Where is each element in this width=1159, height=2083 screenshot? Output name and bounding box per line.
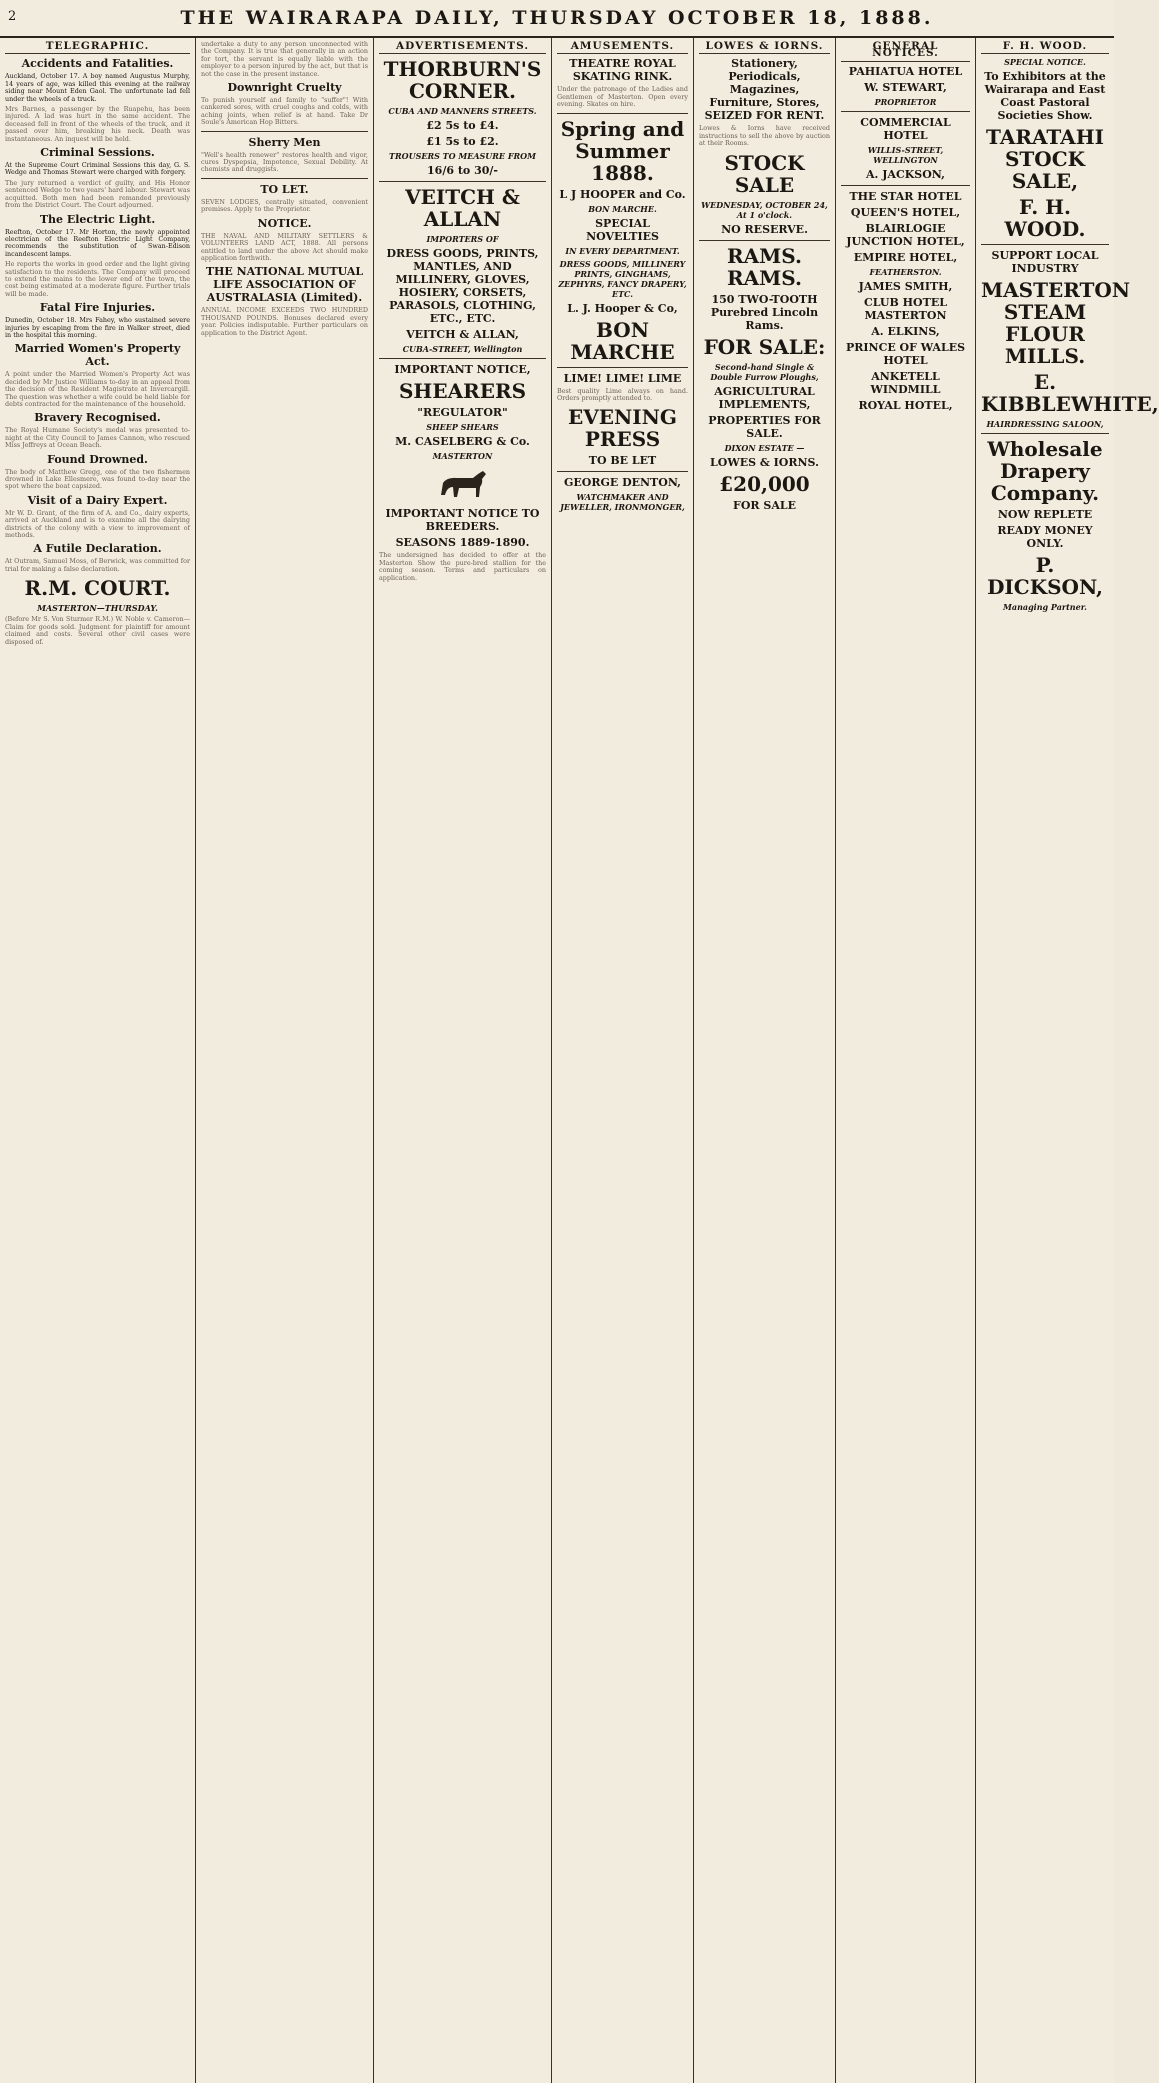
- column-lowes-iorns: [694, 38, 836, 2083]
- article: Dunedin, October 18. Mrs Fahey, who sustained severe injuries by escaping from the fire in Walker street, died in the hospital this morning.: [5, 316, 190, 339]
- advert-title: M. CASELBERG & Co.: [395, 435, 530, 449]
- article-filler: Mr W. D. Grant, of the firm of A. and Co., dairy experts, arrived at Auckland and is to examine all the dairying districts of the colony with a view to improvement of methods.: [5, 508, 190, 540]
- section-head: Criminal Sessions.: [40, 146, 155, 160]
- advert-subtitle: CUBA-STREET, Wellington: [402, 344, 523, 355]
- advert-title: A. ELKINS,: [871, 324, 940, 338]
- page-number: 2: [8, 9, 17, 24]
- advert-title: PAHIATUA HOTEL: [848, 64, 963, 78]
- advert-title: Spring and Summer 1888.: [560, 116, 685, 185]
- section-head: Visit of a Dairy Expert.: [27, 493, 168, 507]
- article-filler: A point under the Married Women's Property Act was decided by Mr Justice Williams to-day in an appeal from the decision of the Resident Magistrate at Invercargill. The question was whether a wife could be held liable for debts contracted for the maintenance of the household.: [5, 370, 190, 408]
- advert-title: MASTERTON STEAM FLOUR MILLS.: [981, 278, 1131, 369]
- advert-title: COMMERCIAL HOTEL: [860, 115, 951, 142]
- article-filler: He reports the works in good order and the light giving satisfaction to the residents. The Company will proceed to extend the mains to the lower end of the town, the cost being estimated at a moderate figure. Further trials will be made.: [5, 260, 190, 298]
- advert-subtitle: HAIRDRESSING SALOON,: [986, 419, 1104, 430]
- advert-title: SPECIAL NOVELTIES: [586, 216, 659, 243]
- advert-filler: SEVEN LODGES, centrally situated, convenient premises. Apply to the Proprietor.: [201, 197, 368, 214]
- section-head: Bravery Recognised.: [34, 411, 161, 425]
- advert-subtitle: Managing Partner.: [1003, 602, 1087, 613]
- advert-title: TO BE LET: [588, 454, 657, 468]
- article: Reefton, October 17. Mr Horton, the newly appointed electrician of the Reefton Electric Light Company, recommends the substitution of Swan-Edison incandescent lamps.: [5, 227, 190, 258]
- column-amusements: [552, 38, 694, 2083]
- column-advertisements: [374, 38, 552, 2083]
- article-filler: The body of Matthew Gregg, one of the two fishermen drowned in Lake Ellesmere, was found to-day near the spot where the boat capsized.: [5, 467, 190, 491]
- section-head: The Electric Light.: [39, 212, 156, 226]
- advert-subtitle: WILLIS-STREET, WELLINGTON: [867, 144, 944, 165]
- advert-title: To Exhibitors at the Wairarapa and East Coast Pastoral Societies Show.: [984, 70, 1106, 123]
- column-general-notices: [836, 38, 976, 2083]
- horse-icon: [433, 465, 493, 503]
- article-filler: At Outram, Samuel Moss, of Berwick, was committed for trial for making a false declaration.: [5, 557, 190, 573]
- advert-subtitle: IN EVERY DEPARTMENT.: [565, 245, 680, 256]
- advert-title: NOW REPLETE: [997, 508, 1093, 522]
- advert-subtitle: IMPORTERS OF: [426, 234, 499, 245]
- advert-subtitle: SPECIAL NOTICE.: [1004, 57, 1086, 68]
- advert-title: JAMES SMITH,: [858, 279, 953, 293]
- column-header: ADVERTISEMENTS.: [379, 41, 546, 54]
- column-header: TELEGRAPHIC.: [5, 41, 190, 54]
- advert-title: FOR SALE:: [703, 334, 826, 359]
- section-head: A Futile Declaration.: [33, 542, 162, 556]
- newspaper-title: THE WAIRARAPA DAILY, THURSDAY OCTOBER 18, 1888.: [180, 7, 934, 29]
- advert-filler: Best quality Lime always on hand. Orders promptly attended to.: [557, 386, 688, 403]
- advert-title: QUEEN'S HOTEL,: [850, 205, 961, 219]
- advert-title: RAMS. RAMS.: [727, 243, 802, 290]
- notice-heading: THE NATIONAL MUTUAL LIFE ASSOCIATION OF AUSTRALASIA (Limited).: [205, 265, 364, 305]
- goods-list: DRESS GOODS, PRINTS, MANTLES, AND MILLINERY, GLOVES, HOSIERY, CORSETS, PARASOLS, CLOTHING, ETC., ETC.: [386, 247, 539, 326]
- article-filler: Mrs Barnes, a passenger by the Ruapehu, has been injured. A lad was hurt in the same accident. The deceased fell in front of the wheels of the truck, and it passed over him, breaking his neck. Death was instantaneous. An inquest will be held.: [5, 105, 190, 143]
- advert-subtitle: CUBA AND MANNERS STREETS.: [388, 106, 537, 117]
- advert-title: CLUB HOTEL MASTERTON: [864, 295, 947, 322]
- advert-subtitle: FEATHERSTON.: [869, 266, 942, 277]
- section-head: Fatal Fire Injuries.: [39, 301, 156, 315]
- advert-subtitle: TROUSERS TO MEASURE FROM: [389, 151, 536, 162]
- advert-title: BON MARCHE: [570, 317, 675, 364]
- article-filler: The Royal Humane Society's medal was presented to-night at the City Council to James Cannon, who rescued Miss Jeffreys at Ocean Beach.: [5, 426, 190, 450]
- advert-title: THE STAR HOTEL: [849, 189, 962, 203]
- advert-title: READY MONEY ONLY.: [997, 524, 1093, 551]
- section-head: Downright Cruelty: [227, 81, 342, 95]
- advert-subtitle: Second-hand Single & Double Furrow Ploughs,: [710, 361, 819, 382]
- advert-title: L. J. Hooper & Co,: [567, 301, 678, 315]
- advert-title: A. JACKSON,: [866, 167, 945, 181]
- advert-title: FOR SALE: [733, 498, 796, 512]
- article-filler: "Well's health renewer" restores health and vigor, cures Dyspepsia, Impotence, Sexual Debility. At chemists and druggists.: [201, 150, 368, 174]
- advert-title: VEITCH & ALLAN,: [406, 328, 519, 342]
- advert-subtitle: WEDNESDAY, OCTOBER 24, At 1 o'clock.: [701, 199, 828, 220]
- court-heading: R.M. COURT.: [24, 576, 171, 601]
- advert-title: PRINCE OF WALES HOTEL: [845, 340, 966, 367]
- section-head: Accidents and Fatalities.: [21, 57, 174, 71]
- column-header: LOWES & IORNS.: [699, 41, 830, 54]
- advert-title: L J HOOPER and Co.: [559, 187, 686, 201]
- advert-subtitle: WATCHMAKER AND JEWELLER, IRONMONGER,: [560, 492, 685, 513]
- advert-title: TARATAHI STOCK SALE,: [986, 125, 1104, 194]
- advert-title: IMPORTANT NOTICE TO BREEDERS.: [385, 507, 540, 534]
- column-fh-wood: [976, 38, 1159, 2083]
- article-filler: The jury returned a verdict of guilty, and His Honor sentenced Wedge to two years' hard labour. Stewart was acquitted. Both men had been remanded previously from the District Court. The Court adjourned.: [5, 178, 190, 210]
- advert-title: STOCK SALE: [724, 150, 805, 197]
- price: £2 5s to £4.: [426, 119, 499, 133]
- advert-title: ANKETELL WINDMILL: [870, 369, 941, 396]
- court-place: MASTERTON—THURSDAY.: [37, 603, 158, 614]
- advert-title: "REGULATOR": [417, 406, 508, 420]
- columns: [0, 38, 1159, 2083]
- advert-filler: THE NAVAL AND MILITARY SETTLERS & VOLUNTEERS LAND ACT, 1888. All persons entitled to land under the above Act should make application forthwith.: [201, 231, 368, 262]
- article: Auckland, October 17. A boy named Augustus Murphy, 14 years of age, was killed this evening at the railway siding near Mount Eden Gaol. The unfortunate lad fell under the wheels of a truck.: [5, 72, 190, 103]
- price: £1 5s to £2.: [426, 135, 499, 149]
- column-telegraphic: [0, 38, 196, 2083]
- advert-title: £20,000: [719, 471, 810, 496]
- advert-filler: The undersigned has decided to offer at the Masterton Show the pure-bred stallion for the coming season. Terms and particulars on application.: [379, 551, 546, 582]
- advert-title: LIME! LIME! LIME: [563, 371, 682, 385]
- advert-title: THORBURN'S CORNER.: [383, 57, 542, 104]
- goods-list: DRESS GOODS, MILLINERY PRINTS, GINGHAMS, ZEPHYRS, FANCY DRAPERY, ETC.: [558, 258, 687, 299]
- advert-title: EVENING PRESS: [567, 405, 677, 452]
- column-header: F. H. WOOD.: [981, 41, 1109, 54]
- column-header: AMUSEMENTS.: [557, 41, 688, 54]
- article-filler: (Before Mr S. Von Sturmer R.M.) W. Noble v. Cameron—Claim for goods sold. Judgment for plaintiff for amount claimed and costs. Several other civil cases were disposed of.: [5, 615, 190, 646]
- advert-subtitle: BON MARCHE.: [588, 203, 657, 214]
- notice-heading: NOTICE.: [257, 216, 312, 230]
- advert-title: P. DICKSON,: [987, 553, 1103, 600]
- advert-title: NO RESERVE.: [721, 222, 808, 236]
- advert-subtitle: PROPRIETOR: [874, 96, 937, 107]
- section-head: Found Drowned.: [47, 452, 148, 466]
- advert-title: 150 TWO-TOOTH Purebred Lincoln Rams.: [710, 292, 819, 332]
- article: At the Supreme Court Criminal Sessions this day, G. S. Wedge and Thomas Stewart were charged with forgery.: [5, 161, 190, 177]
- advert-title: BLAIRLOGIE JUNCTION HOTEL,: [846, 221, 965, 248]
- advert-subtitle: SHEEP SHEARS: [426, 422, 499, 433]
- article-filler: To punish yourself and family to "suffer"! With cankered sores, with cruel coughs and colds, with aching joints, when relief is at hand. Take Dr Soule's American Hop Bitters.: [201, 96, 368, 127]
- advert-title: ROYAL HOTEL,: [858, 398, 953, 412]
- section-head: Sherry Men: [248, 135, 321, 149]
- notice-heading: TO LET.: [260, 182, 309, 196]
- advert-title: THEATRE ROYAL SKATING RINK.: [569, 57, 676, 84]
- advert-title: Stationery, Periodicals, Magazines, Furniture, Stores, SEIZED FOR RENT.: [704, 57, 825, 123]
- advert-title: E. KIBBLEWHITE,: [981, 370, 1159, 417]
- advert-title: W. STEWART,: [864, 80, 947, 94]
- advert-title: SUPPORT LOCAL INDUSTRY: [991, 249, 1099, 276]
- section-head: Married Women's Property Act.: [14, 342, 181, 369]
- column-header: GENERAL NOTICES.: [841, 41, 970, 62]
- price: 16/6 to 30/-: [427, 164, 498, 178]
- article-filler: undertake a duty to any person unconnected with the Company. It is true that generally in an action for tort, the servant is equally liable with the employer to a person injured by the act, but that is not the case in the present instance.: [201, 40, 368, 78]
- advert-title: Wholesale Drapery Company.: [987, 437, 1103, 506]
- advert-title: PROPERTIES FOR SALE.: [708, 413, 821, 440]
- advert-filler: ANNUAL INCOME EXCEEDS TWO HUNDRED THOUSAND POUNDS. Bonuses declared every year. Policies indisputable. Further particulars on application to the District Agent.: [201, 306, 368, 337]
- advert-subtitle: DIXON ESTATE —: [724, 442, 805, 453]
- advert-filler: Under the patronage of the Ladies and Gentlemen of Masterton. Open every evening. Skates on hire.: [557, 85, 688, 109]
- advert-filler: Lowes & Iorns have received instructions to sell the above by auction at their Rooms.: [699, 124, 830, 148]
- advert-title: LOWES & IORNS.: [710, 455, 819, 469]
- advert-title: F. H. WOOD.: [1004, 195, 1086, 242]
- column-two: [196, 38, 374, 2083]
- advert-title: GEORGE DENTON,: [563, 476, 682, 490]
- advert-title: IMPORTANT NOTICE,: [394, 363, 531, 377]
- advert-title: SHEARERS: [398, 379, 527, 404]
- advert-title: VEITCH & ALLAN: [405, 185, 520, 232]
- advert-title: AGRICULTURAL IMPLEMENTS,: [714, 384, 815, 411]
- advert-title: EMPIRE HOTEL,: [853, 250, 958, 264]
- advert-subtitle: MASTERTON: [432, 451, 493, 462]
- masthead: [0, 0, 1114, 38]
- advert-title: SEASONS 1889-1890.: [395, 536, 530, 550]
